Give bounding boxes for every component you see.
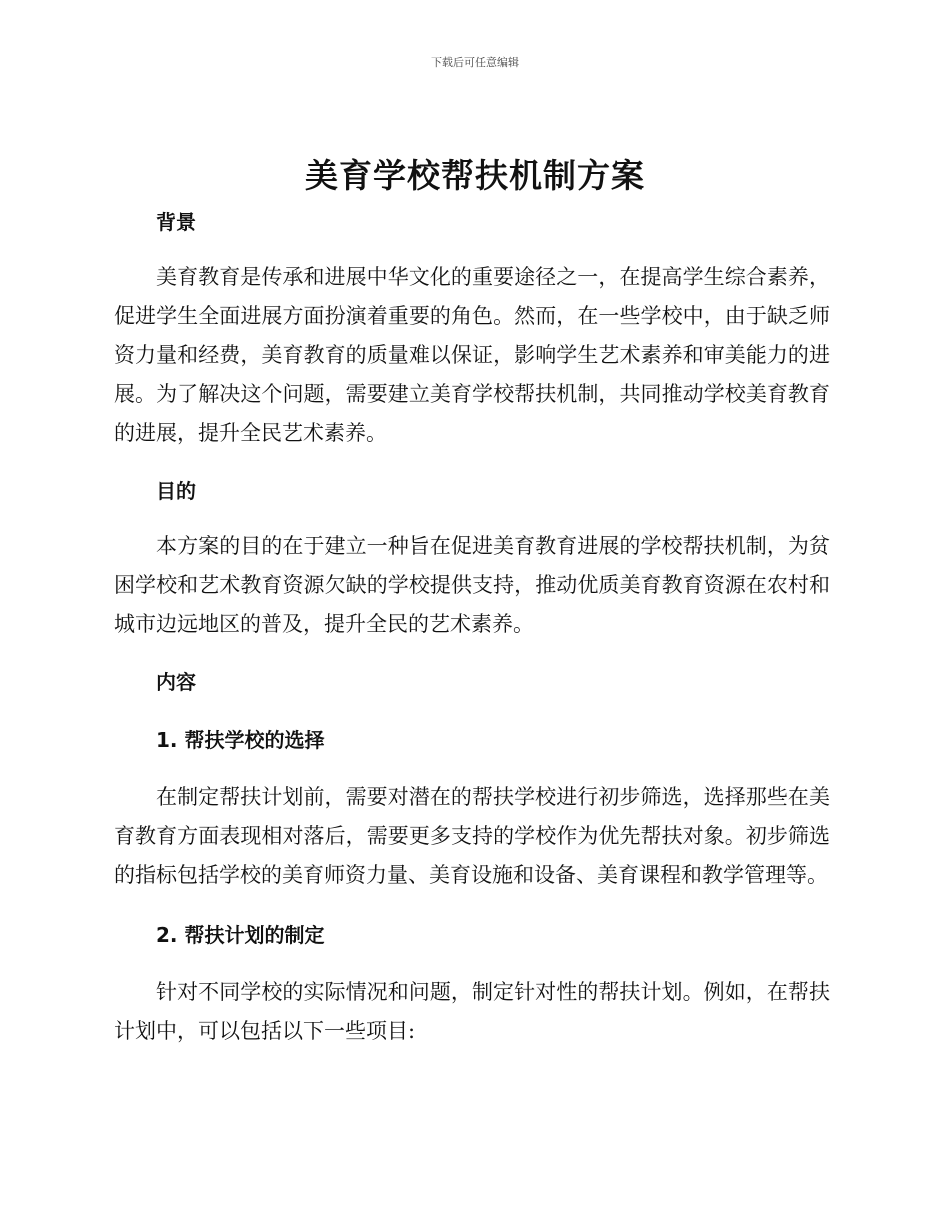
sub-heading-school-selection: 1. 帮扶学校的选择 — [156, 728, 325, 752]
page-header-note: 下载后可任意编辑 — [431, 56, 519, 69]
spacer — [114, 644, 830, 662]
section-heading-purpose: 目的 — [156, 479, 196, 503]
paragraph-background: 美育教育是传承和进展中华文化的重要途径之一，在提高学生综合素养，促进学生全面进展方面扮演着重要的角色。然而，在一些学校中，由于缺乏师资力量和经费，美育教育的质量难以保证，影响学生艺术素养和审美能力的进展。为了解决这个问题，需要建立美育学校帮扶机制，共同推动学校美育教育的进展，提升全民艺术素养。 — [114, 265, 830, 445]
paragraph-school-selection: 在制定帮扶计划前，需要对潜在的帮扶学校进行初步筛选，选择那些在美育教育方面表现相对落后，需要更多支持的学校作为优先帮扶对象。初步筛选的指标包括学校的美育师资力量、美育设施和设备、美育课程和教学管理等。 — [114, 785, 830, 887]
spacer — [114, 453, 830, 471]
document-title: 美育学校帮扶机制方案 — [305, 156, 645, 195]
section-heading-content: 内容 — [156, 670, 196, 694]
sub-heading-plan-formulation: 2. 帮扶计划的制定 — [156, 923, 325, 947]
document-body — [114, 202, 830, 1051]
spacer — [114, 895, 830, 913]
section-heading-background: 背景 — [156, 210, 196, 234]
paragraph-purpose: 本方案的目的在于建立一种旨在促进美育教育进展的学校帮扶机制，为贫困学校和艺术教育资源欠缺的学校提供支持，推动优质美育教育资源在农村和城市边远地区的普及，提升全民的艺术素养。 — [114, 534, 830, 636]
paragraph-plan-formulation: 针对不同学校的实际情况和问题，制定针对性的帮扶计划。例如，在帮扶计划中，可以包括以下一些项目: — [114, 980, 830, 1043]
